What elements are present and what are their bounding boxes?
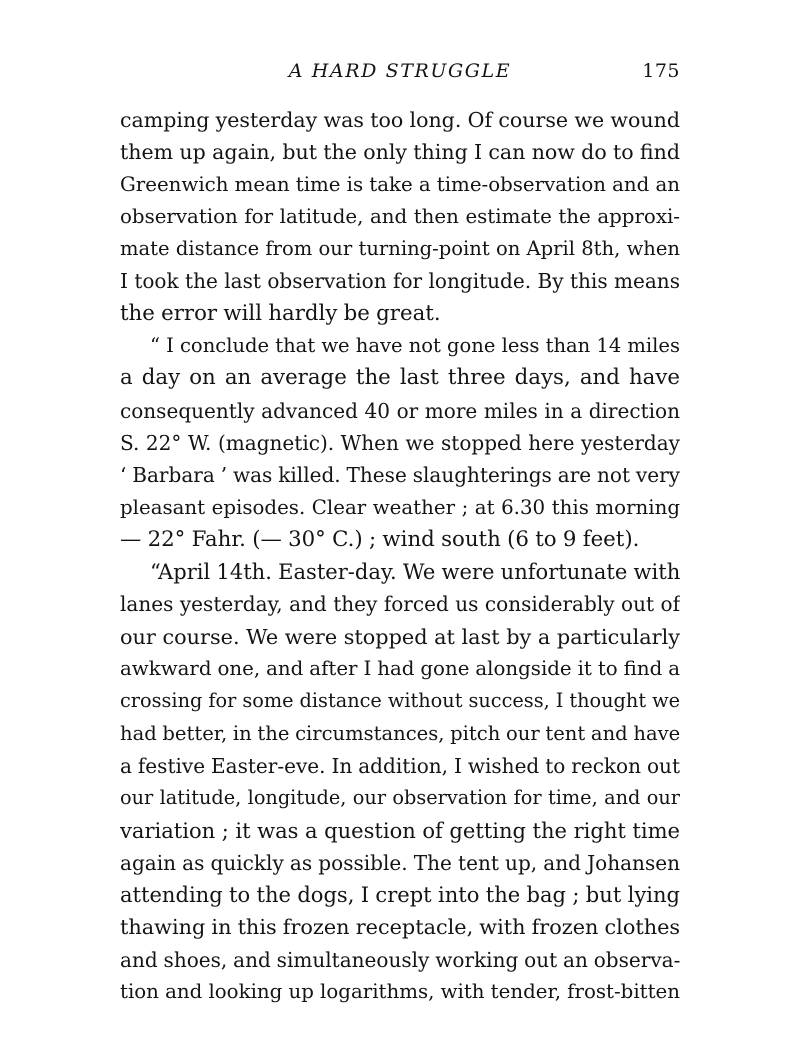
text-line: “April 14th. Easter-day. We were unfortunate with: [150, 559, 680, 585]
text-line: attending to the dogs, I crept into the bag ; but lying: [120, 882, 680, 908]
text-line: thawing in this frozen receptacle, with frozen clothes: [120, 915, 680, 940]
text-line: consequently advanced 40 or more miles in a direction: [120, 398, 680, 423]
text-line: tion and looking up logarithms, with tender, frost-bitten: [120, 980, 680, 1004]
text-line: Greenwich mean time is take a time-observation and an: [120, 172, 680, 196]
running-title: A HARD STRUGGLE: [288, 60, 512, 82]
text-line: “ I conclude that we have not gone less than 14 miles: [150, 334, 680, 358]
text-line: our latitude, longitude, our observation for time, and our: [120, 786, 680, 810]
text-line: camping yesterday was too long. Of course we wound: [120, 108, 680, 132]
text-line: awkward one, and after I had gone alongside it to find a: [120, 657, 680, 681]
text-line: had better, in the circumstances, pitch our tent and have: [120, 721, 680, 745]
text-line: — 22° Fahr. (— 30° C.) ; wind south (6 to 9 feet).: [120, 526, 640, 552]
text-line: I took the last observation for longitude. By this means: [120, 269, 680, 294]
text-line: a festive Easter-eve. In addition, I wished to reckon out: [120, 753, 680, 778]
text-line: S. 22° W. (magnetic). When we stopped here yesterday: [120, 430, 680, 455]
page-number: 175: [642, 60, 680, 82]
text-line: crossing for some distance without success, I thought we: [120, 689, 680, 713]
text-line: pleasant episodes. Clear weather ; at 6.30 this morning: [120, 495, 680, 519]
text-line: variation ; it was a question of getting the right time: [120, 817, 680, 843]
text-line: lanes yesterday, and they forced us considerably out of: [120, 592, 680, 617]
text-line: a day on an average the last three days, and have: [120, 365, 680, 391]
text-line: the error will hardly be great.: [120, 300, 441, 326]
text-line: them up again, but the only thing I can now do to find: [120, 140, 680, 165]
text-line: observation for latitude, and then estimate the approxi-: [120, 204, 680, 228]
body-text: [120, 104, 680, 1008]
text-line: mate distance from our turning-point on April 8th, when: [120, 237, 680, 261]
text-line: our course. We were stopped at last by a particularly: [120, 624, 680, 649]
running-head: [120, 60, 680, 88]
text-line: again as quickly as possible. The tent up, and Johansen: [120, 850, 680, 875]
text-line: ‘ Barbara ’ was killed. These slaughterings are not very: [120, 463, 680, 488]
text-line: and shoes, and simultaneously working out an observa-: [120, 947, 680, 972]
